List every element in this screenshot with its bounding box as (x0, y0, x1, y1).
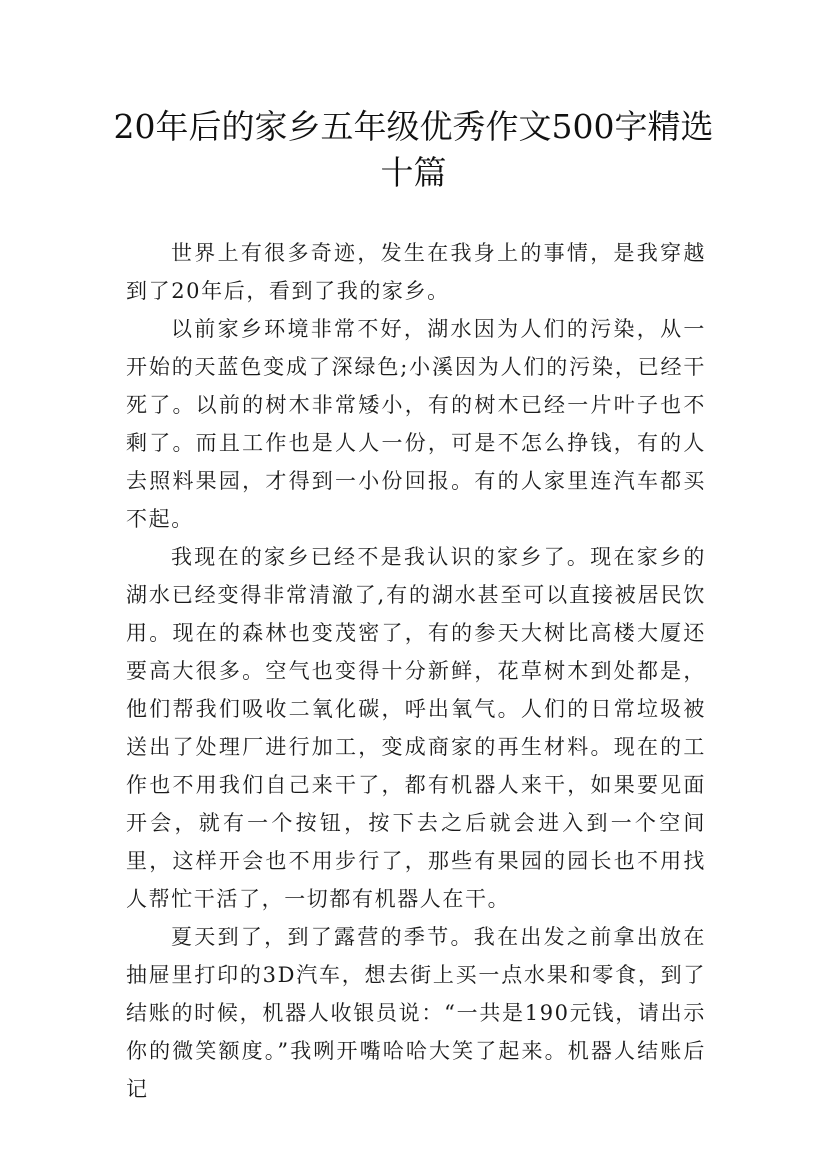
document-title: 20年后的家乡五年级优秀作文500字精选十篇 (113, 107, 714, 192)
paragraph-4: 夏天到了，到了露营的季节。我在出发之前拿出放在抽屉里打印的3D汽车，想去街上买一点水果和零食，到了结账的时候，机器人收银员说：“一共是190元钱，请出示你的微笑额度。”我咧开嘴哈哈大笑了起来。机器人结账后记 (126, 925, 706, 1101)
paragraph-1: 世界上有很多奇迹，发生在我身上的事情，是我穿越到了20年后，看到了我的家乡。 (126, 241, 706, 303)
paragraph-3: 我现在的家乡已经不是我认识的家乡了。现在家乡的湖水已经变得非常清澈了,有的湖水甚至可以直接被居民饮用。现在的森林也变茂密了，有的参天大树比高楼大厦还要高大很多。空气也变得十分新鲜，花草树木到处都是，他们帮我们吸收二氧化碳，呼出氧气。人们的日常垃圾被送出了处理厂进行加工，变成商家的再生材料。现在的工作也不用我们自己来干了，都有机器人来干，如果要见面开会，就有一个按钮，按下去之后就会进入到一个空间里，这样开会也不用步行了，那些有果园的园长也不用找人帮忙干活了，一切都有机器人在干。 (126, 545, 706, 911)
paragraph-2: 以前家乡环境非常不好，湖水因为人们的污染，从一开始的天蓝色变成了深绿色;小溪因为人们的污染，已经干死了。以前的树木非常矮小，有的树木已经一片叶子也不剩了。而且工作也是人人一份，可是不怎么挣钱，有的人去照料果园，才得到一小份回报。有的人家里连汽车都买不起。 (126, 317, 706, 531)
document-body (126, 234, 706, 1108)
